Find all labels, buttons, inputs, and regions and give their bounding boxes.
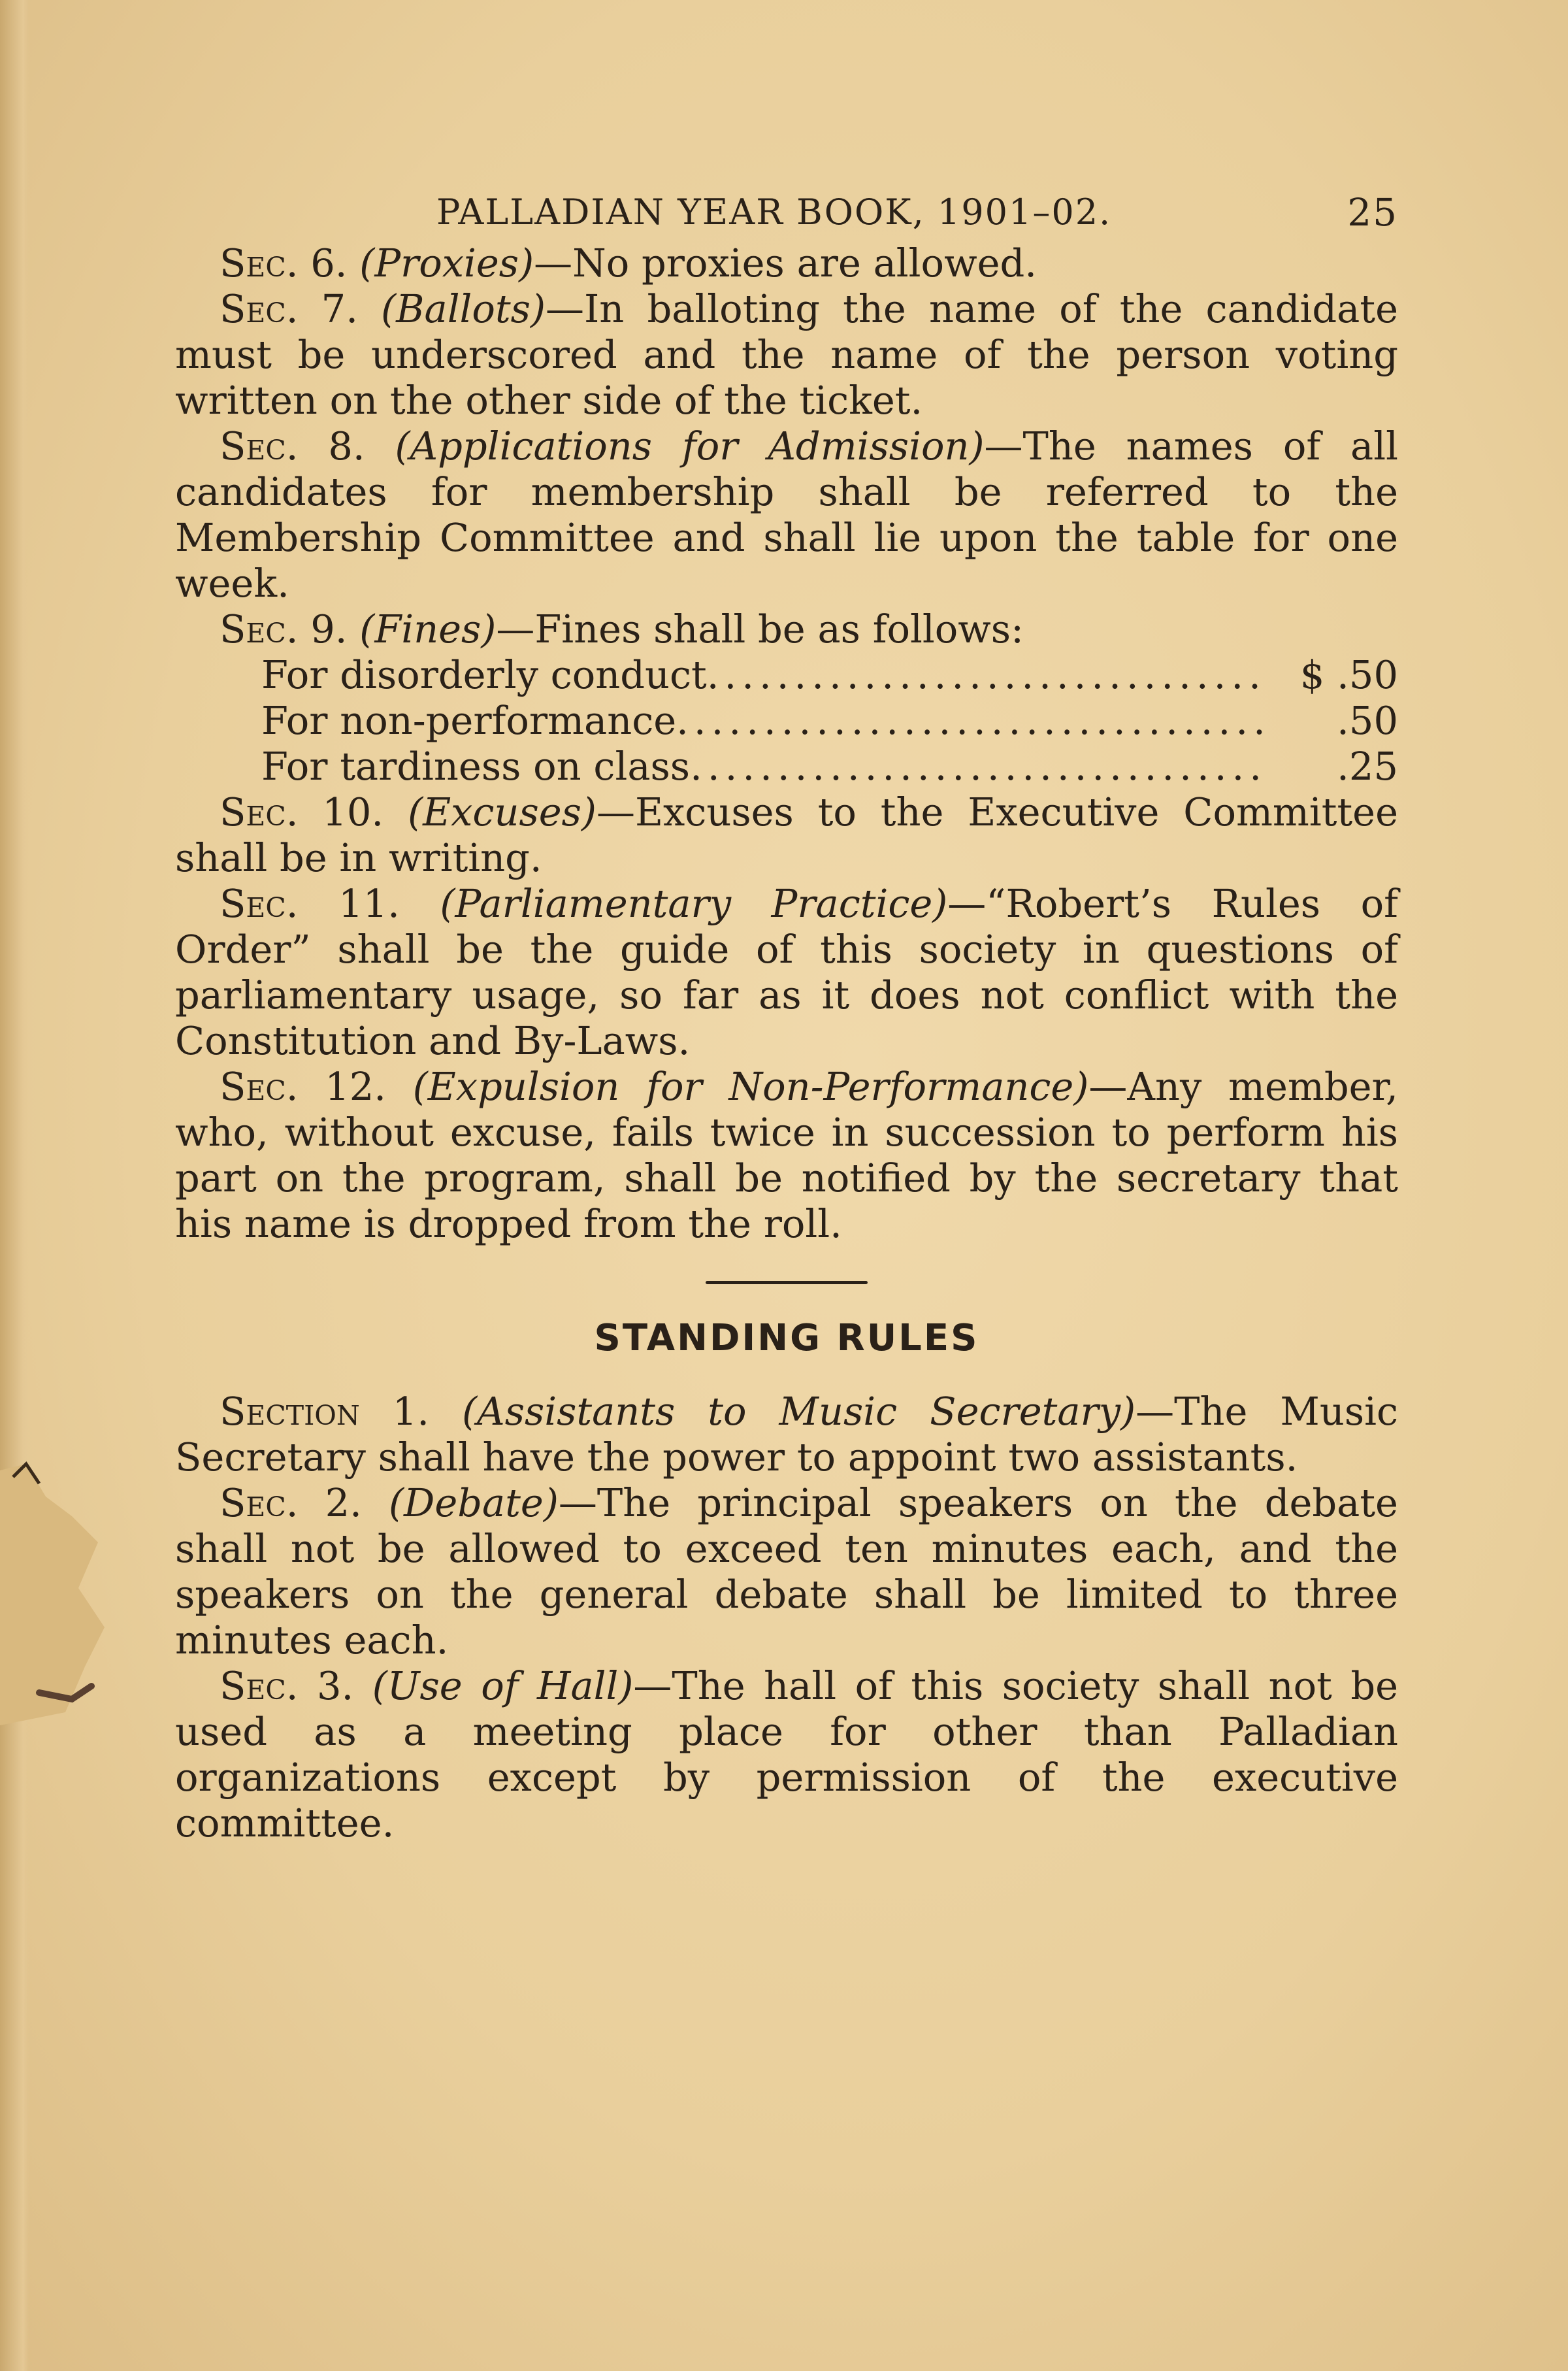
fine-amount: .25 xyxy=(1337,744,1398,789)
dot-leader xyxy=(690,744,1267,789)
section-12 xyxy=(175,1064,1398,1247)
section-title: (Parliamentary Practice) xyxy=(440,881,948,926)
section-text: —Excuses to the Executive Committee shall be in writing. xyxy=(175,789,1398,880)
page-number: 25 xyxy=(1347,190,1398,235)
fine-row xyxy=(261,698,1398,744)
fine-item: For tardiness on class xyxy=(261,744,691,789)
fine-row xyxy=(261,652,1398,698)
section-label: Section 1. xyxy=(220,1389,430,1434)
section-text: —The names of all candidates for membership shall be referred to the Membership Committee and shall lie upon the table for one week. xyxy=(175,423,1398,606)
section-text: —The Music Secretary shall have the power to appoint two assistants. xyxy=(175,1389,1399,1480)
section-title: (Expulsion for Non-Performance) xyxy=(412,1064,1089,1109)
section-7 xyxy=(175,286,1398,423)
section-text: —Any member, who, without excuse, fails twice in succession to perform his part on the program, shall be notified by the secretary that his name is dropped from the roll. xyxy=(175,1064,1398,1246)
page-header xyxy=(175,175,1398,240)
section-label: Sec. 2. xyxy=(220,1480,362,1525)
section-title: (Excuses) xyxy=(408,789,596,835)
rule-section-1 xyxy=(175,1389,1398,1480)
section-label: Sec. 8. xyxy=(220,423,365,469)
running-title: PALLADIAN YEAR BOOK, 1901–02. xyxy=(436,191,1112,233)
section-divider xyxy=(706,1281,868,1284)
section-title: (Debate) xyxy=(389,1480,559,1525)
section-label: Sec. 6. xyxy=(220,240,348,286)
section-title: (Proxies) xyxy=(359,240,534,286)
standing-rules-heading: STANDING RULES xyxy=(594,1317,979,1359)
section-text: —The hall of this society shall not be used as a meeting place for other than Palladian organizations except by permission of the executive committee. xyxy=(175,1663,1398,1846)
fine-item: For disorderly conduct xyxy=(261,652,707,697)
page-content xyxy=(175,175,1398,1846)
dot-leader xyxy=(676,698,1267,744)
fine-row xyxy=(261,744,1398,789)
section-label: Sec. 10. xyxy=(220,789,384,835)
torn-paper-edge xyxy=(0,1457,105,1732)
section-label: Sec. 7. xyxy=(220,286,358,331)
fines-list xyxy=(175,652,1398,789)
section-label: Sec. 12. xyxy=(220,1064,387,1109)
section-8 xyxy=(175,423,1398,606)
section-text: —The principal speakers on the debate shall not be allowed to exceed ten minutes each, and the speakers on the general debate shall be limited to three minutes each. xyxy=(175,1480,1398,1663)
rule-section-2 xyxy=(175,1480,1398,1663)
section-label: Sec. 3. xyxy=(220,1663,354,1708)
section-text: —In balloting the name of the candidate must be underscored and the name of the person voting written on the other side of the ticket. xyxy=(175,286,1398,423)
section-title: (Applications for Admission) xyxy=(395,423,985,469)
fine-amount: .50 xyxy=(1337,698,1398,743)
dot-leader xyxy=(707,652,1267,698)
section-text: —No proxies are allowed. xyxy=(534,240,1037,286)
section-title: (Fines) xyxy=(359,606,497,652)
section-11 xyxy=(175,881,1398,1064)
section-label: Sec. 9. xyxy=(220,606,348,652)
fine-amount: $ .50 xyxy=(1299,652,1398,697)
section-10 xyxy=(175,789,1398,881)
section-text: —“Robert’s Rules of Order” shall be the guide of this society in questions of parliamentary usage, so far as it does not conflict with the Constitution and By-Laws. xyxy=(175,881,1398,1063)
section-title: (Assistants to Music Secretary) xyxy=(462,1389,1136,1434)
section-text: —Fines shall be as follows: xyxy=(496,606,1024,652)
section-label: Sec. 11. xyxy=(220,881,400,926)
section-title: (Use of Hall) xyxy=(372,1663,634,1708)
section-6 xyxy=(175,240,1398,286)
section-9 xyxy=(175,606,1398,652)
page-spine-edge xyxy=(0,0,29,2371)
section-title: (Ballots) xyxy=(381,286,546,331)
fine-item: For non-performance xyxy=(261,698,677,743)
rule-section-3 xyxy=(175,1663,1398,1846)
